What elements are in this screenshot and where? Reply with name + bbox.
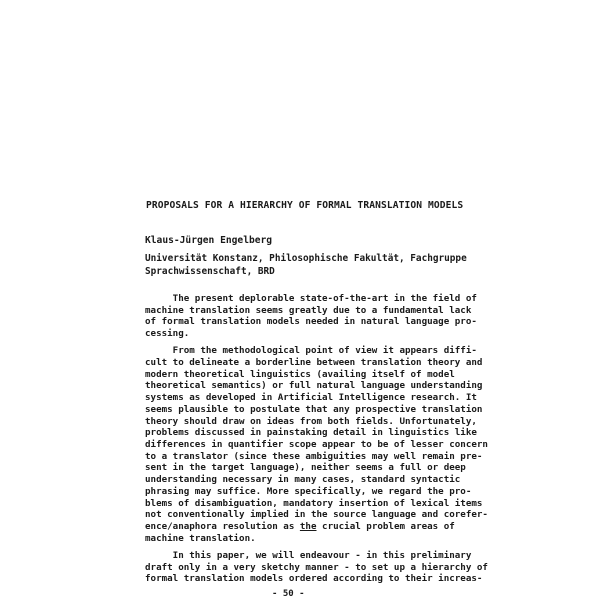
- body-line: seems plausible to postulate that any prospective translation: [145, 403, 483, 415]
- body-line: formal translation models ordered according to their increas-: [145, 573, 483, 585]
- affiliation-line-2: Sprachwissenschaft, BRD: [145, 266, 275, 277]
- body-line: blems of disambiguation, mandatory insertion of lexical items: [145, 497, 483, 509]
- body-line-with-underline: [145, 522, 455, 531]
- body-line: phrasing may suffice. More specifically, we regard the pro-: [145, 485, 472, 497]
- body-text: ence/anaphora resolution as: [145, 520, 300, 532]
- body-line: problems discussed in painstaking detail in linguistics like: [145, 427, 477, 439]
- body-line: theoretical semantics) or full natural language understanding: [145, 380, 483, 392]
- body-line: In this paper, we will endeavour - in this preliminary: [145, 549, 472, 561]
- body-line: machine translation.: [145, 532, 256, 544]
- body-text: crucial problem areas of: [316, 520, 455, 532]
- body-line: cult to delineate a borderline between translation theory and: [145, 357, 483, 369]
- body-line: not conventionally implied in the source language and corefer-: [145, 509, 488, 521]
- body-line: The present deplorable state-of-the-art in the field of: [145, 293, 477, 304]
- underlined-word: the: [299, 520, 317, 532]
- page-number: - 50 -: [272, 589, 305, 599]
- body-line: modern theoretical linguistics (availing itself of model: [145, 368, 455, 380]
- body-line: differences in quantifier scope appear to be of lesser concern: [145, 439, 488, 450]
- body-line: sent in the target language), neither seems a full or deep: [145, 462, 466, 474]
- body-line: cessing.: [145, 328, 190, 340]
- body-line: systems as developed in Artificial Intelligence research. It: [145, 392, 477, 404]
- affiliation-line-1: Universität Konstanz, Philosophische Fakultät, Fachgruppe: [145, 253, 467, 264]
- body-line: draft only in a very sketchy manner - to set up a hierarchy of: [145, 561, 488, 573]
- body-line: theory should draw on ideas from both fields. Unfortunately,: [145, 415, 477, 427]
- body-line: understanding necessary in many cases, standard syntactic: [145, 474, 461, 486]
- body-line: machine translation seems greatly due to a fundamental lack: [145, 304, 472, 316]
- author-name: Klaus-Jürgen Engelberg: [145, 235, 273, 246]
- body-line: From the methodological point of view it appears diffi-: [145, 345, 477, 357]
- body-line: to a translator (since these ambiguities may well remain pre-: [145, 450, 483, 462]
- paper-title: PROPOSALS FOR A HIERARCHY OF FORMAL TRANSLATION MODELS: [146, 200, 464, 211]
- body-line: of formal translation models needed in natural language pro-: [145, 316, 477, 328]
